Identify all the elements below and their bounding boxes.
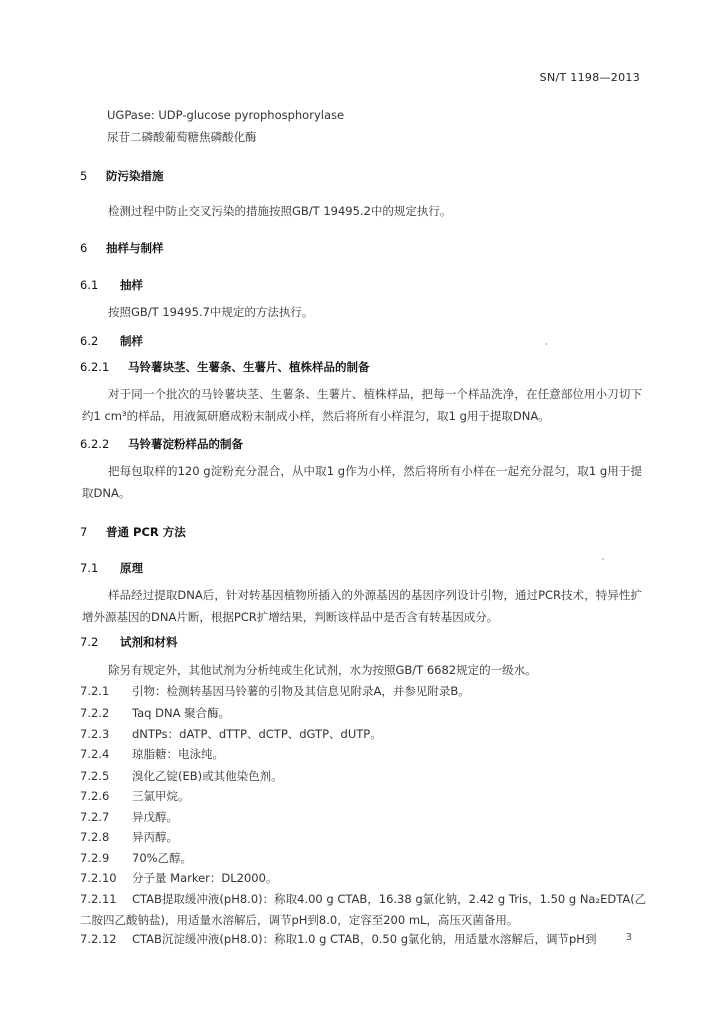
standard-code: SN/T 1198—2013 (539, 71, 640, 84)
section-title: 马铃薯淀粉样品的制备 (128, 437, 244, 451)
section-title: 普通 PCR 方法 (106, 525, 186, 539)
abbreviation-cn: 尿苷二磷酸葡萄糖焦磷酸化酶 (107, 130, 257, 144)
section-number: 7 (80, 525, 88, 539)
section-7-heading (80, 524, 186, 540)
item-number: 7.2.10 (80, 871, 117, 885)
list-item (80, 827, 650, 848)
item-text: Taq DNA 聚合酶。 (132, 706, 231, 720)
item-number: 7.2.9 (80, 851, 110, 865)
section-number: 7.1 (80, 561, 99, 575)
list-item (80, 744, 650, 765)
list-item (80, 703, 650, 724)
section-number: 6.2.1 (80, 360, 110, 374)
item-number: 7.2.1 (80, 684, 110, 698)
list-item (80, 724, 650, 745)
section-title: 试剂和材料 (120, 635, 178, 649)
scan-speck (545, 343, 547, 345)
section-5-heading (80, 168, 164, 184)
section-title: 制样 (120, 334, 144, 348)
section-number: 5 (80, 169, 88, 183)
item-text: 三氯甲烷。 (132, 789, 190, 803)
page-number: 3 (625, 932, 632, 943)
section-title: 抽样 (120, 278, 144, 292)
section-6-2-2-paragraph: 把每包取样的120 g淀粉充分混合，从中取1 g作为小样，然后将所有小样在一起充分混匀，取1 g用于提取DNA。 (82, 464, 642, 500)
item-number: 7.2.12 (80, 932, 117, 946)
item-text: 异丙醇。 (132, 830, 178, 844)
scan-speck (602, 558, 604, 560)
section-6-heading (80, 240, 164, 256)
abbreviation-en: UGPase: UDP-glucose pyrophosphorylase (107, 108, 345, 122)
item-text: 引物：检测转基因马铃薯的引物及其信息见附录A，并参见附录B。 (132, 684, 470, 698)
section-6-2-1-heading (80, 359, 370, 375)
item-text: dNTPs：dATP、dTTP、dCTP、dGTP、dUTP。 (132, 727, 382, 741)
item-text: CTAB提取缓冲液(pH8.0)：称取4.00 g CTAB，16.38 g氯化钠，2.42 g Tris，1.50 g Na₂EDTA(乙二胺四乙酸钠盐)，用适量水溶解后，调节pH到8.0，定容至200 mL，高压灭菌备用。 (80, 892, 647, 927)
item-text: 70%乙醇。 (132, 851, 193, 865)
section-number: 6.2 (80, 334, 99, 348)
item-number: 7.2.8 (80, 830, 110, 844)
section-6-1-heading (80, 277, 143, 293)
section-6-2-heading (80, 333, 143, 349)
section-6-2-1-paragraph: 对于同一个批次的马铃薯块茎、生薯条、生薯片、植株样品，把每一个样品洗净，在任意部位用小刀切下约1 cm³的样品，用液氮研磨成粉末制成小样，然后将所有小样混匀，取1 g用于提取DNA。 (82, 387, 642, 423)
item-text: 琼脂糖：电泳纯。 (132, 747, 224, 761)
section-number: 7.2 (80, 635, 99, 649)
list-item (80, 889, 650, 931)
list-item (80, 929, 650, 950)
item-text: CTAB沉淀缓冲液(pH8.0)：称取1.0 g CTAB，0.50 g氯化钠，用适量水溶解后，调节pH到 (132, 932, 597, 946)
list-item (80, 868, 650, 889)
section-7-1-paragraph: 样品经过提取DNA后，针对转基因植物所插入的外源基因的基因序列设计引物，通过PCR技术，特异性扩增外源基因的DNA片断，根据PCR扩增结果，判断该样品中是否含有转基因成分。 (82, 588, 642, 624)
item-number: 7.2.3 (80, 727, 110, 741)
section-number: 6.2.2 (80, 437, 110, 451)
list-item (80, 681, 650, 702)
section-6-2-2-heading (80, 436, 243, 452)
section-title: 马铃薯块茎、生薯条、生薯片、植株样品的制备 (128, 360, 370, 374)
section-number: 6.1 (80, 278, 99, 292)
section-5-paragraph: 检测过程中防止交叉污染的措施按照GB/T 19495.2中的规定执行。 (108, 204, 452, 218)
section-title: 防污染措施 (106, 169, 164, 183)
section-7-2-heading (80, 634, 178, 650)
section-6-1-paragraph: 按照GB/T 19495.7中规定的方法执行。 (108, 305, 314, 319)
item-number: 7.2.6 (80, 789, 110, 803)
item-number: 7.2.5 (80, 769, 110, 783)
section-7-1-heading (80, 560, 143, 576)
item-number: 7.2.11 (80, 892, 117, 906)
item-text: 分子量 Marker：DL2000。 (132, 871, 278, 885)
list-item (80, 786, 650, 807)
section-title: 原理 (120, 561, 144, 575)
item-text: 异戊醇。 (132, 810, 178, 824)
item-number: 7.2.4 (80, 747, 110, 761)
list-item (80, 848, 650, 869)
section-title: 抽样与制样 (106, 241, 164, 255)
section-7-2-paragraph: 除另有规定外，其他试剂为分析纯或生化试剂，水为按照GB/T 6682规定的一级水。 (108, 663, 537, 677)
list-item (80, 807, 650, 828)
item-number: 7.2.2 (80, 706, 110, 720)
list-item (80, 766, 650, 787)
item-number: 7.2.7 (80, 810, 110, 824)
item-text: 溴化乙锭(EB)或其他染色剂。 (132, 769, 283, 783)
section-number: 6 (80, 241, 88, 255)
